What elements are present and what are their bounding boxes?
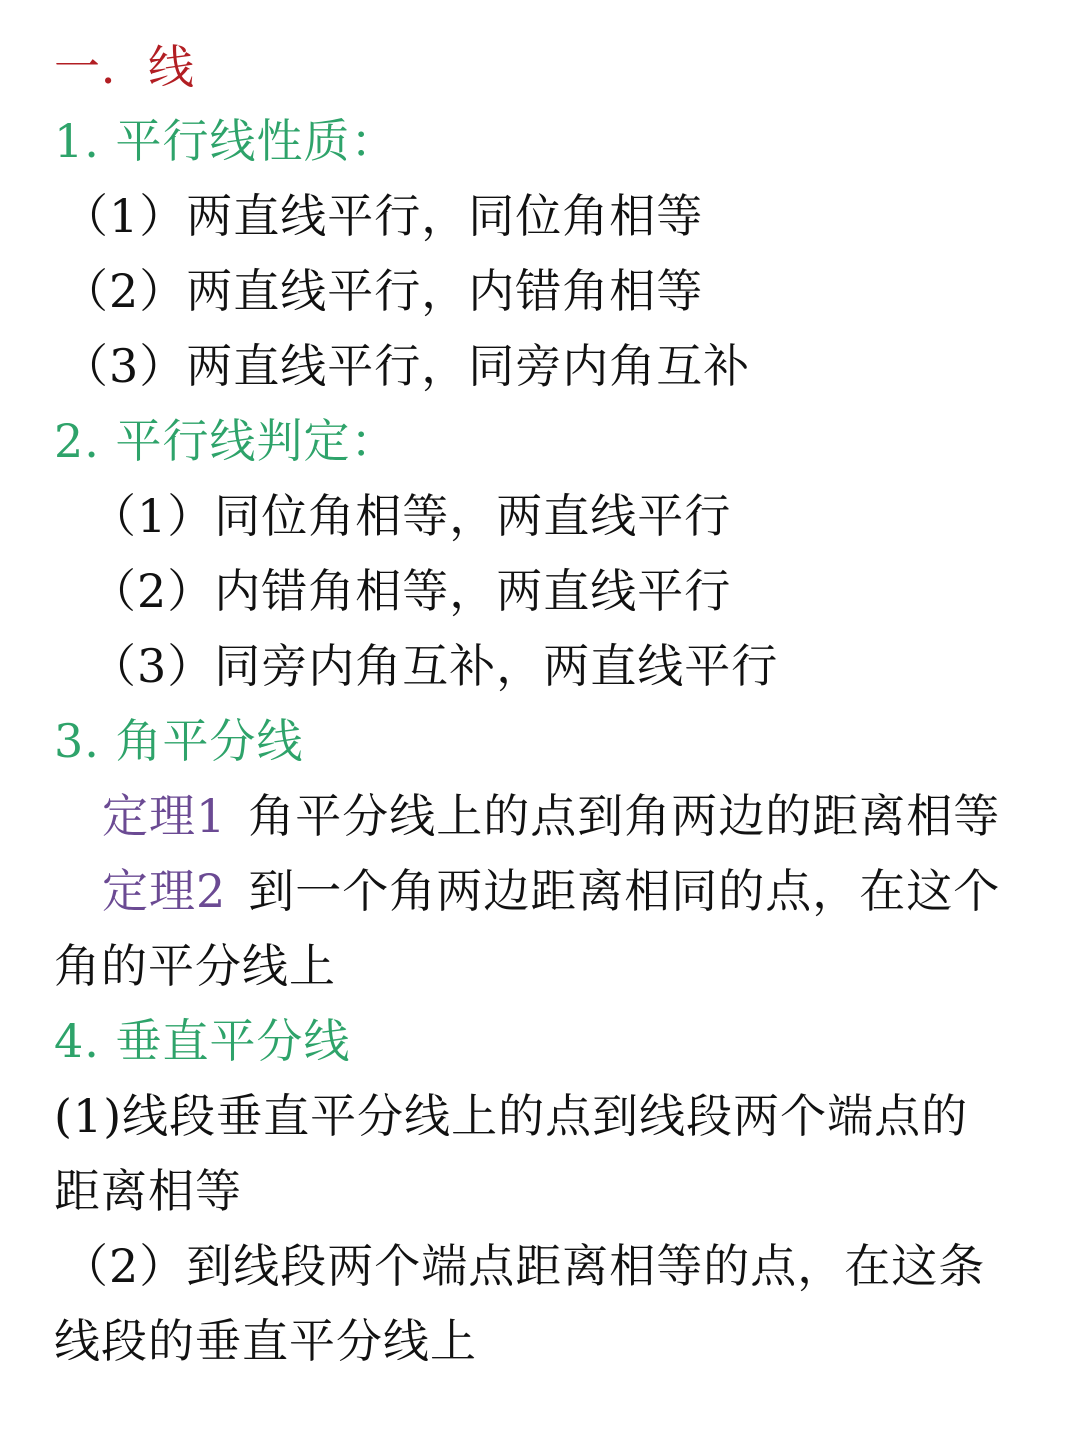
- theorem-2-row: [102, 854, 1000, 929]
- property-item-2: （2）两直线平行，内错角相等: [62, 264, 704, 318]
- heading-parallel-properties: 1. 平行线性质：: [54, 114, 398, 168]
- theorem-2-continuation: 角的平分线上: [54, 939, 336, 993]
- theorem-1-text: 角平分线上的点到角两边的距离相等: [248, 789, 1001, 843]
- theorem-2-label: 定理2: [102, 864, 227, 918]
- criteria-item-2: （2）内错角相等，两直线平行: [90, 564, 732, 618]
- theorem-2-text: 到一个角两边距离相同的点，在这个: [248, 864, 1001, 918]
- heading-perpendicular-bisector: 4. 垂直平分线: [54, 1014, 351, 1068]
- criteria-item-3: （3）同旁内角互补，两直线平行: [90, 639, 779, 693]
- theorem-1-label: 定理1: [102, 789, 227, 843]
- perp-item-1-line-1: (1)线段垂直平分线上的点到线段两个端点的: [54, 1089, 969, 1143]
- property-item-3: （3）两直线平行，同旁内角互补: [62, 339, 751, 393]
- perp-item-1-line-2: 距离相等: [54, 1164, 242, 1218]
- criteria-item-1: （1）同位角相等，两直线平行: [90, 489, 732, 543]
- heading-angle-bisector: 3. 角平分线: [54, 714, 304, 768]
- property-item-1: （1）两直线平行，同位角相等: [62, 189, 704, 243]
- heading-parallel-criteria: 2. 平行线判定：: [54, 414, 398, 468]
- perp-item-2-line-1: （2）到线段两个端点距离相等的点，在这条: [62, 1239, 986, 1293]
- perp-item-2-line-2: 线段的垂直平分线上: [54, 1314, 477, 1368]
- theorem-1-row: [102, 779, 1000, 854]
- section-title: 一．线: [54, 40, 195, 94]
